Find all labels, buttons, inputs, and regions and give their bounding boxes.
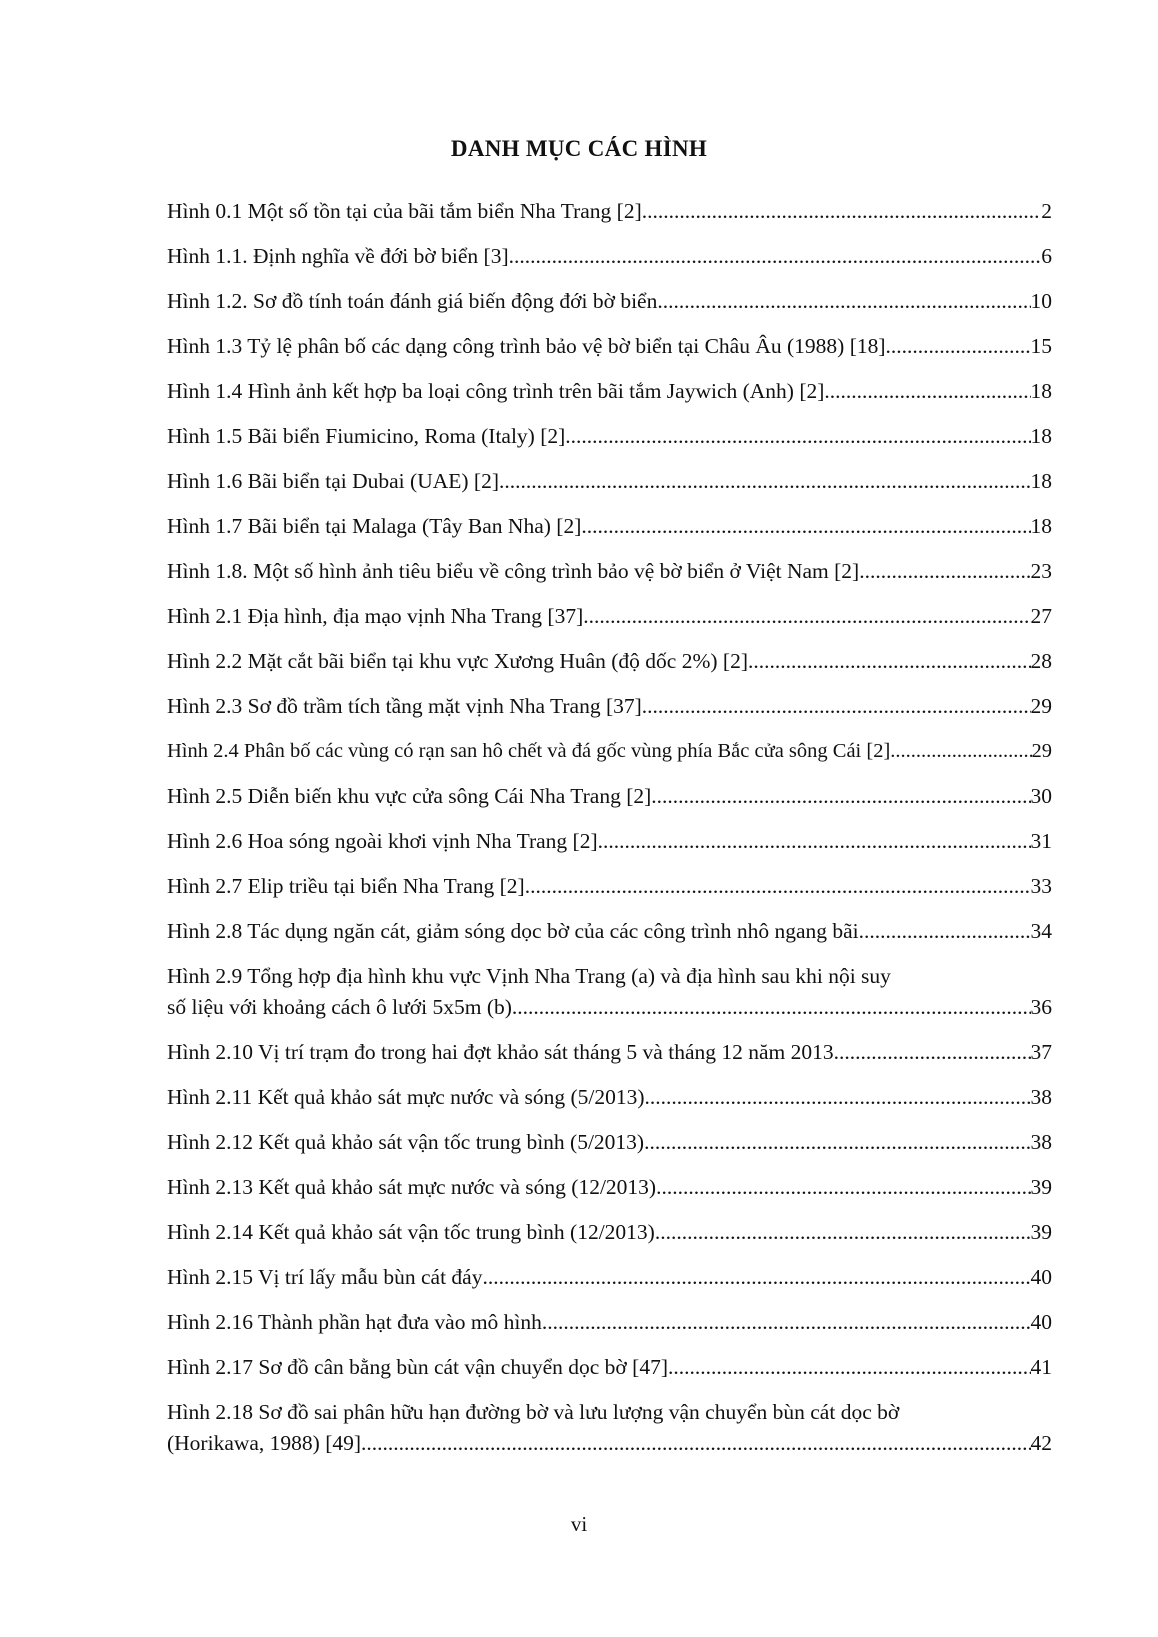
entry-text: Hình 2.7 Elip triều tại biển Nha Trang [2] [167,874,525,898]
list-item [167,916,1052,947]
entry-text: Hình 2.17 Sơ đồ cân bằng bùn cát vận chuyển dọc bờ [47] [167,1355,668,1379]
entry-text: Hình 2.16 Thành phần hạt đưa vào mô hình [167,1310,542,1334]
entry-page: 31 [1030,829,1052,853]
list-item [167,691,1052,722]
list-item [167,1307,1052,1338]
entry-text: Hình 2.3 Sơ đồ trầm tích tầng mặt vịnh Nha Trang [37]. [167,694,648,718]
list-item [167,376,1052,407]
entry-page: 18 [1030,379,1052,403]
entry-page: 29 [1031,740,1052,762]
list-item [167,961,1052,1023]
list-item [167,1082,1052,1113]
list-item [167,286,1052,317]
entry-page: 36 [1030,995,1052,1019]
entry-text: Hình 1.4 Hình ảnh kết hợp ba loại công trình trên bãi tắm Jaywich (Anh) [2] [167,379,825,403]
list-item [167,556,1052,587]
list-item [167,331,1052,362]
entry-text: Hình 2.4 Phân bố các vùng có rạn san hô chết và đá gốc vùng phía Bắc cửa sông Cái [2] [167,740,891,762]
list-item [167,466,1052,497]
entry-text: Hình 2.5 Diễn biến khu vực cửa sông Cái Nha Trang [2] [167,784,652,808]
list-item [167,1217,1052,1248]
entry-page: 41 [1030,1355,1052,1379]
entry-page: 38 [1030,1130,1052,1154]
entry-text-continued: (Horikawa, 1988) [49] [167,1431,362,1455]
entry-page: 27 [1030,604,1052,628]
entry-page: 42 [1030,1431,1052,1455]
list-item [167,871,1052,902]
entry-page: 6 [1041,244,1052,268]
entry-page: 18 [1030,424,1052,448]
entry-page: 18 [1030,514,1052,538]
entry-page: 2 [1041,199,1052,223]
list-item [167,1352,1052,1383]
entry-page: 33 [1030,874,1052,898]
entry-text: Hình 2.2 Mặt cắt bãi biển tại khu vực Xương Huân (độ dốc 2%) [2] [167,649,748,673]
list-item [167,511,1052,542]
entry-page: 15 [1030,334,1052,358]
entry-text: Hình 2.1 Địa hình, địa mạo vịnh Nha Trang [37] [167,604,584,628]
entry-text-continued: số liệu với khoảng cách ô lưới 5x5m (b) [167,995,512,1019]
entry-page: 30 [1030,784,1052,808]
list-item [167,736,1052,767]
entry-text: Hình 0.1 Một số tồn tại của bãi tắm biển Nha Trang [2] [167,199,642,223]
entry-text: Hình 2.15 Vị trí lấy mẫu bùn cát đáy [167,1265,483,1289]
entry-page: 23 [1030,559,1052,583]
list-item [167,1397,1052,1459]
list-item [167,1262,1052,1293]
entry-page: 40 [1030,1265,1052,1289]
list-item [167,421,1052,452]
list-item [167,1127,1052,1158]
figure-list [167,196,1052,1473]
entry-text: Hình 2.11 Kết quả khảo sát mực nước và sóng (5/2013) [167,1085,645,1109]
entry-page: 39 [1030,1220,1052,1244]
entry-page: 34 [1030,919,1052,943]
entry-text: Hình 2.8 Tác dụng ngăn cát, giảm sóng dọc bờ của các công trình nhô ngang bãi. [167,919,864,943]
entry-page: 18 [1030,469,1052,493]
entry-text: Hình 2.14 Kết quả khảo sát vận tốc trung bình (12/2013). [167,1220,661,1244]
entry-page: 28 [1030,649,1052,673]
list-item [167,1172,1052,1203]
list-item [167,826,1052,857]
entry-text: Hình 2.12 Kết quả khảo sát vận tốc trung bình (5/2013). [167,1130,650,1154]
list-item [167,601,1052,632]
list-item [167,646,1052,677]
list-item [167,196,1052,227]
entry-page: 29 [1030,694,1052,718]
entry-text: Hình 2.6 Hoa sóng ngoài khơi vịnh Nha Trang [2] [167,829,598,853]
page-title: DANH MỤC CÁC HÌNH [450,136,708,161]
entry-text: Hình 1.5 Bãi biển Fiumicino, Roma (Italy) [2] [167,424,566,448]
entry-text: Hình 1.8. Một số hình ảnh tiêu biểu về công trình bảo vệ bờ biển ở Việt Nam [2] [167,559,860,583]
list-item [167,781,1052,812]
entry-text: Hình 1.1. Định nghĩa về đới bờ biển [3] [167,244,509,268]
entry-page: 39 [1030,1175,1052,1199]
entry-text: Hình 2.10 Vị trí trạm đo trong hai đợt khảo sát tháng 5 và tháng 12 năm 2013 [167,1040,834,1064]
entry-page: 37 [1030,1040,1052,1064]
entry-text: Hình 1.6 Bãi biển tại Dubai (UAE) [2] [167,469,499,493]
entry-text: Hình 2.13 Kết quả khảo sát mực nước và sóng (12/2013). [167,1175,662,1199]
entry-text: Hình 1.2. Sơ đồ tính toán đánh giá biến động đới bờ biển [167,289,658,313]
entry-text: Hình 1.3 Tỷ lệ phân bố các dạng công trình bảo vệ bờ biển tại Châu Âu (1988) [18] [167,334,886,358]
page-number: vi [570,1512,588,1536]
entry-page: 38 [1030,1085,1052,1109]
list-item [167,241,1052,272]
entry-text: Hình 1.7 Bãi biển tại Malaga (Tây Ban Nha) [2] [167,514,582,538]
list-item [167,1037,1052,1068]
entry-text: Hình 2.9 Tổng hợp địa hình khu vực Vịnh Nha Trang (a) và địa hình sau khi nội suy [167,964,891,988]
entry-text: Hình 2.18 Sơ đồ sai phân hữu hạn đường bờ và lưu lượng vận chuyển bùn cát dọc bờ [167,1400,900,1424]
entry-page: 40 [1030,1310,1052,1334]
entry-page: 10 [1030,289,1052,313]
